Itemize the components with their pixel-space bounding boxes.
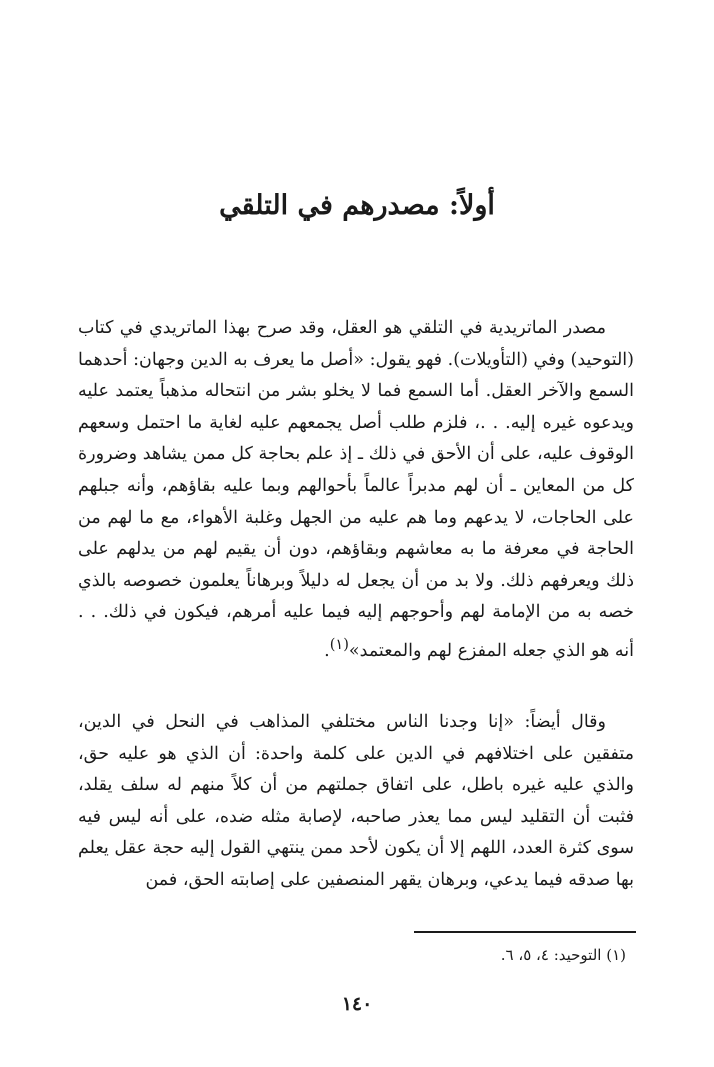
footnote-marker: (١) xyxy=(329,635,349,653)
footnote: (١) التوحيد: ٤، ٥، ٦. xyxy=(500,946,626,964)
body-paragraph-2 xyxy=(78,707,634,897)
paragraph-2-text: وقال أيضاً: «إنا وجدنا الناس مختلفي المذاهب في النحل في الدين، متفقين على اختلافهم في الدين على كلمة واحدة: أن الذي هو عليه حق، والذي عليه غيره باطل، على اتفاق جملتهم من أن كلاً منهم له سلف يقلد، فثبت أن التقليد ليس مما يعذر صاحبه، لإصابة مثله ضده، على أنه ليس فيه سوى كثرة العدد، اللهم إلا أن يكون لأحد ممن ينتهي القول إليه حجة عقل يعلم بها صدقه فيما يدعي، وبرهان يقهر المنصفين على إصابته الحق، فمن xyxy=(78,712,634,890)
body-paragraph-1: مصدر الماتريدية في التلقي هو العقل، وقد صرح بهذا الماتريدي في كتاب (التوحيد) وفي (التأويلات). فهو يقول: «أصل ما يعرف به الدين وجهان: أحدهما السمع والآخر العقل. أما السمع فما لا يخلو بشر من انتحاله مذهباً يعتمد عليه ويدعوه غيره إليه. . .، فلزم طلب أصل يجمعهم عليه لغاية ما احتمل وسعهم الوقوف عليه، على أن الأحق في ذلك ـ إذ علم بحاجة كل ممن يشاهد وضرورة كل من المعاين ـ أن لهم مدبراً عالماً بأحوالهم وبما عليه بقاؤهم، وأنه جبلهم على الحاجات، لا يدعهم وما هم عليه من الجهل وغلبة الأهواء، مع ما لهم من الحاجة في معرفة ما به معاشهم وبقاؤهم، دون أن يقيم لهم من يدلهم على ذلك ويعرفهم ذلك. ولا بد من أن يجعل له دليلاً وبرهاناً يعلمون خصوصه بالذي خصه به من الإمامة لهم وأحوجهم إليه فيما عليه أمرهم، فيكون في ذلك. . . أنه هو الذي جعله المفزع لهم والمعتمد»$^{(١)}$. xyxy=(78,318,634,661)
paragraph-1-text: مصدر الماتريدية في التلقي هو العقل، وقد صرح بهذا الماتريدي في كتاب (التوحيد) وفي (التأويلات). فهو يقول: «أصل ما يعرف به الدين وجهان: أحدهما السمع والآخر العقل. أما السمع فما لا يخلو بشر من انتحاله مذهباً يعتمد عليه ويدعوه غيره إليه. . .، فلزم طلب أصل يجمعهم عليه لغاية ما احتمل وسعهم الوقوف عليه، على أن الأحق في ذلك ـ إذ علم بحاجة كل ممن يشاهد وضرورة كل من المعاين ـ أن لهم مدبراً عالماً بأحوالهم وبما عليه بقاؤهم، وأنه جبلهم على الحاجات، لا يدعهم وما هم عليه من الجهل وغلبة الأهواء، مع ما لهم من الحاجة في معرفة ما به معاشهم وبقاؤهم، دون أن يقيم لهم من يدلهم على ذلك ويعرفهم ذلك. ولا بد من أن يجعل له دليلاً وبرهاناً يعلمون خصوصه بالذي خصه به من الإمامة لهم وأحوجهم إليه فيما عليه أمرهم، فيكون في ذلك. . . أنه هو الذي جعله المفزع لهم والمعتمد» xyxy=(78,318,634,661)
section-heading: أولاً: مصدرهم في التلقي xyxy=(219,190,495,221)
footnote-divider xyxy=(414,931,636,933)
page-number: ١٤٠ xyxy=(341,993,373,1015)
